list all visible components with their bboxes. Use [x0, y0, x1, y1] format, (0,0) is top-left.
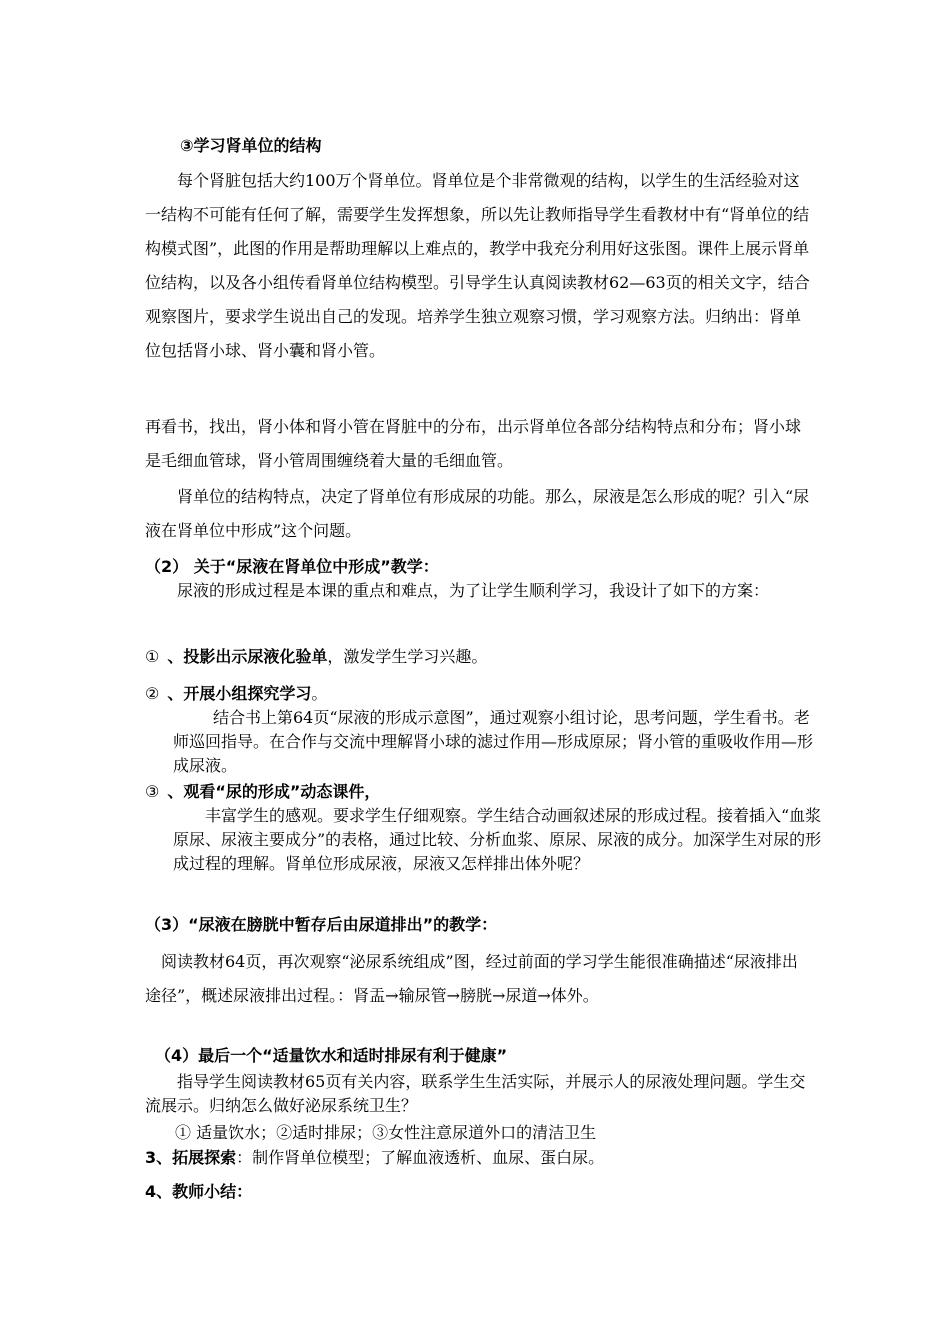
section-3-title: （3）“尿液在膀胱中暂存后由尿道排出”的教学： — [145, 915, 498, 934]
paragraph-nephron: 每个肾脏包括大约100万个肾单位。肾单位是个非常微观的结构，以学生的生活经验对这一结构不可能有任何了解，需要学生发挥想象，所以先让教师指导学生看教材中有“肾单位的结构模式图”，此图的作用是帮助理解以上难点的，教学中我充分利用好这张图。课件上展示肾单位结构，以及各小组传看肾单位结构模型。引导学生认真阅读教材62—63页的相关文字，结合观察图片，要求学生说出自己的发现。培养学生独立观察习惯，学习观察方法。归纳出：肾单位包括肾小球、肾小囊和肾小管。 — [145, 171, 810, 360]
step-3-title: 、观看“尿的形成”动态课件， — [167, 782, 381, 801]
section-2-title: （2） 关于“尿液在肾单位中形成”教学： — [145, 557, 439, 576]
item-3-text: ：制作肾单位模型；了解血液透析、血尿、蛋白尿。 — [236, 1148, 605, 1167]
section-4-list: ① 适量饮水；②适时排尿；③女性注意尿道外口的清洁卫生 — [175, 1123, 597, 1142]
step-1-title: 、投影出示尿液化验单 — [167, 647, 328, 666]
step-2-punct: 。 — [311, 684, 328, 703]
step-1-number: ① — [145, 647, 160, 666]
step-3 — [145, 780, 380, 804]
step-2-description: 结合书上第64页“尿液的形成示意图”，通过观察小组讨论，思考问题，学生看书。老师巡回指导。在合作与交流中理解肾小球的滤过作用—形成原尿；肾小管的重吸收作用—形成尿液。 — [173, 708, 814, 775]
paragraph-distribution: 再看书，找出，肾小体和肾小管在肾脏中的分布，出示肾单位各部分结构特点和分布；肾小球是毛细血管球，肾小管周围缠绕着大量的毛细血管。 — [145, 417, 802, 470]
step-2-number: ② — [145, 684, 160, 703]
section-2-intro: 尿液的形成过程是本课的重点和难点，为了让学生顺利学习，我设计了如下的方案： — [177, 581, 770, 600]
section-4-text: 指导学生阅读教材65页有关内容，联系学生生活实际，并展示人的尿液处理问题。学生交流展示。归纳怎么做好泌尿系统卫生？ — [145, 1072, 806, 1115]
item-3-title: 3、拓展探索 — [145, 1148, 237, 1167]
step-2 — [145, 682, 327, 706]
step-3-description: 丰富学生的感观。要求学生仔细观察。学生结合动画叙述尿的形成过程。接着插入“血浆原尿、尿液主要成分”的表格，通过比较、分析血浆、原尿、尿液的成分。加深学生对尿的形成过程的理解。肾单位形成尿液，尿液又怎样排出体外呢？ — [173, 806, 822, 873]
step-2-title: 、开展小组探究学习 — [167, 684, 312, 703]
step-1-text: ，激发学生学习兴趣。 — [327, 647, 488, 666]
paragraph-function: 肾单位的结构特点，决定了肾单位有形成尿的功能。那么，尿液是怎么形成的呢？引入“尿液在肾单位中形成”这个问题。 — [145, 487, 810, 540]
section-3-text: 阅读教材64页，再次观察“泌尿系统组成”图，经过前面的学习学生能很准确描述“尿液排出途径”，概述尿液排出过程。：肾盂→输尿管→膀胱→尿道→体外。 — [145, 952, 798, 1005]
section-4-title: （4）最后一个“适量饮水和适时排尿有利于健康” — [155, 1046, 508, 1065]
step-3-number: ③ — [145, 782, 160, 801]
item-3 — [145, 1146, 810, 1170]
item-4-title: 4、教师小结： — [145, 1182, 253, 1201]
step-1 — [145, 645, 487, 669]
heading-nephron-structure: ③学习肾单位的结构 — [180, 136, 322, 155]
